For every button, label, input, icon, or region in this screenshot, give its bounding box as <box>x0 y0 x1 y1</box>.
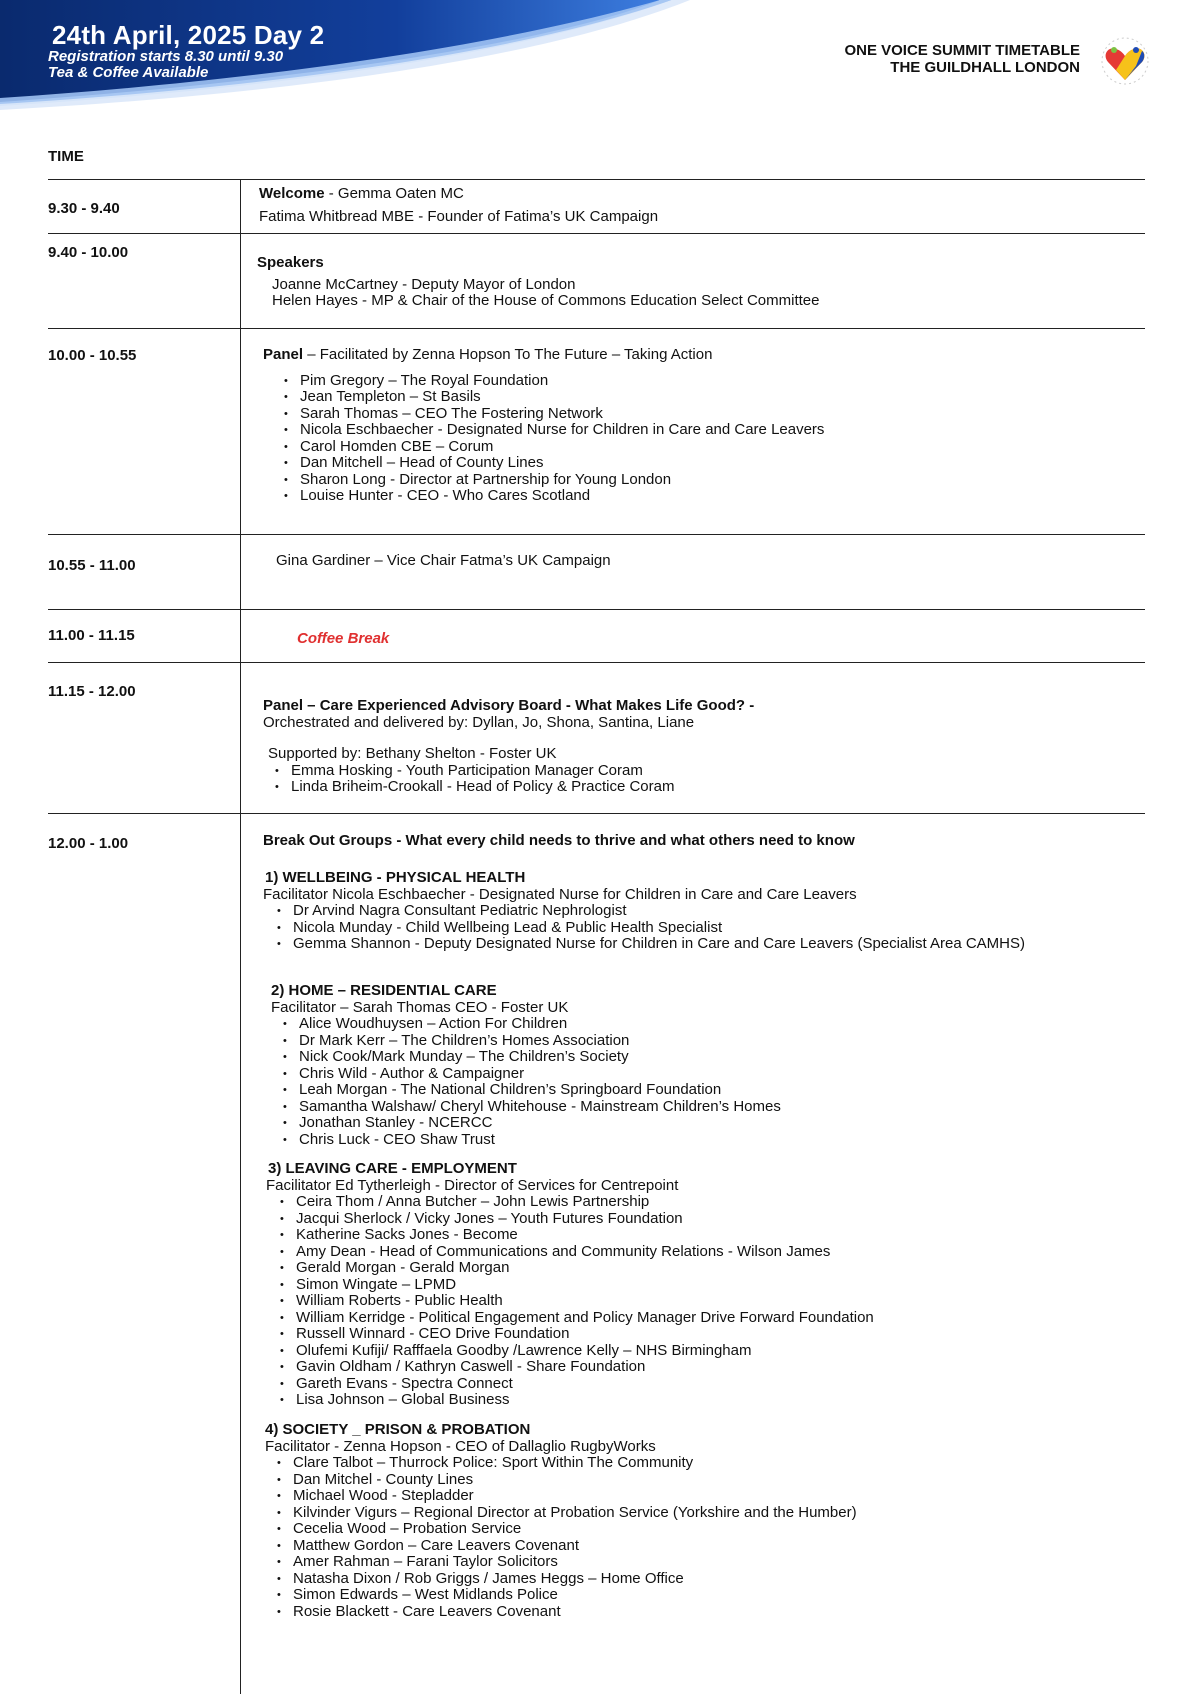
list-item: • Cecelia Wood – Probation Service <box>293 1521 857 1538</box>
list-item: • Ceira Thom / Anna Butcher – John Lewis Partnership <box>296 1194 874 1211</box>
session-time: 9.40 - 10.00 <box>48 244 129 261</box>
session-title-rest: - Gemma Oaten MC <box>324 185 464 202</box>
breakout-group-wellbeing <box>265 870 1025 953</box>
list-item: • Jonathan Stanley - NCERCC <box>299 1115 781 1132</box>
session-title: Panel <box>263 346 304 363</box>
time-column-heading: TIME <box>48 148 84 165</box>
list-item: • Nicola Munday - Child Wellbeing Lead & Public Health Specialist <box>293 920 1025 937</box>
list-item: • Jacqui Sherlock / Vicky Jones – Youth Futures Foundation <box>296 1211 874 1228</box>
session-line: Fatima Whitbread MBE - Founder of Fatima’s UK Campaign <box>259 207 659 225</box>
list-item: • Chris Wild - Author & Campaigner <box>299 1066 781 1083</box>
summit-title: ONE VOICE SUMMIT TIMETABLE <box>844 42 1080 59</box>
list-item: • Simon Wingate – LPMD <box>296 1277 874 1294</box>
list-item: • Linda Briheim-Crookall - Head of Policy & Practice Coram <box>291 779 754 796</box>
session-time: 10.00 - 10.55 <box>48 347 137 364</box>
list-item: • Russell Winnard - CEO Drive Foundation <box>296 1326 874 1343</box>
session-title: Welcome <box>259 185 325 202</box>
group-heading: 1) WELLBEING - PHYSICAL HEALTH <box>265 869 526 886</box>
list-item: • Amer Rahman – Farani Taylor Solicitors <box>293 1554 857 1571</box>
group-heading: 2) HOME – RESIDENTIAL CARE <box>271 982 497 999</box>
session-time: 12.00 - 1.00 <box>48 835 129 852</box>
row-divider <box>48 813 1145 814</box>
session-time: 11.15 - 12.00 <box>48 683 136 700</box>
breakout-group-leaving-care <box>268 1161 874 1409</box>
session-welcome <box>259 186 658 225</box>
tea-note: Tea & Coffee Available <box>48 64 209 81</box>
list-item: • Jean Templeton – St Basils <box>300 389 824 406</box>
list-item: • Sarah Thomas – CEO The Fostering Network <box>300 406 824 423</box>
session-time: 11.00 - 11.15 <box>48 627 135 644</box>
row-divider <box>48 179 1145 180</box>
event-date-title: 24th April, 2025 Day 2 <box>52 20 325 50</box>
list-item: • Dr Arvind Nagra Consultant Pediatric Nephrologist <box>293 903 1025 920</box>
list-item: • Clare Talbot – Thurrock Police: Sport Within The Community <box>293 1455 857 1472</box>
list-item: • Natasha Dixon / Rob Griggs / James Heggs – Home Office <box>293 1571 857 1588</box>
session-line: Orchestrated and delivered by: Dyllan, Jo, Shona, Santina, Liane <box>263 713 695 731</box>
list-item: • Carol Homden CBE – Corum <box>300 439 824 456</box>
group-heading: 4) SOCIETY _ PRISON & PROBATION <box>265 1421 531 1438</box>
session-title: Speakers <box>257 254 324 271</box>
session-time: 9.30 - 9.40 <box>48 200 120 217</box>
session-speakers <box>257 255 819 310</box>
row-divider <box>48 662 1145 663</box>
list-item: • Dan Mitchel - County Lines <box>293 1472 857 1489</box>
list-item: • Matthew Gordon – Care Leavers Covenant <box>293 1538 857 1555</box>
list-item: • Olufemi Kufiji/ Rafffaela Goodby /Lawrence Kelly – NHS Birmingham <box>296 1343 874 1360</box>
group-list <box>293 903 1025 953</box>
list-item: • William Kerridge - Political Engagement and Policy Manager Drive Forward Foundation <box>296 1310 874 1327</box>
group-list <box>293 1455 857 1620</box>
list-item: • Amy Dean - Head of Communications and Community Relations - Wilson James <box>296 1244 874 1261</box>
list-item: • Chris Luck - CEO Shaw Trust <box>299 1132 781 1149</box>
row-divider <box>48 609 1145 610</box>
supported-by: Supported by: Bethany Shelton - Foster UK <box>268 745 557 762</box>
summit-heading <box>844 42 1080 76</box>
speaker-item: Helen Hayes - MP & Chair of the House of Commons Education Select Committee <box>272 292 820 309</box>
panel-list <box>291 763 754 796</box>
list-item: • Pim Gregory – The Royal Foundation <box>300 373 824 390</box>
list-item: • Michael Wood - Stepladder <box>293 1488 857 1505</box>
list-item: • Alice Woudhuysen – Action For Children <box>299 1016 781 1033</box>
list-item: • William Roberts - Public Health <box>296 1293 874 1310</box>
group-list <box>296 1194 874 1409</box>
list-item: • Simon Edwards – West Midlands Police <box>293 1587 857 1604</box>
venue-name: THE GUILDHALL LONDON <box>890 59 1080 76</box>
list-item: • Gavin Oldham / Kathryn Caswell - Share Foundation <box>296 1359 874 1376</box>
session-advisory-board <box>263 698 754 796</box>
list-item: • Leah Morgan - The National Children’s Springboard Foundation <box>299 1082 781 1099</box>
row-divider <box>48 233 1145 234</box>
session-title <box>263 833 855 850</box>
list-item: • Katherine Sacks Jones - Become <box>296 1227 874 1244</box>
session-panel-taking-action <box>263 347 824 505</box>
coffee-break-label: Coffee Break <box>297 630 390 647</box>
breakout-group-home <box>271 983 781 1148</box>
list-item: • Rosie Blackett - Care Leavers Covenant <box>293 1604 857 1621</box>
list-item: • Samantha Walshaw/ Cheryl Whitehouse - Mainstream Children’s Homes <box>299 1099 781 1116</box>
breakout-group-society <box>265 1422 857 1620</box>
list-item: • Louise Hunter - CEO - Who Cares Scotland <box>300 488 824 505</box>
list-item: • Nicola Eschbaecher - Designated Nurse for Children in Care and Care Leavers <box>300 422 824 439</box>
group-list <box>299 1016 781 1148</box>
session-title: Panel – Care Experienced Advisory Board - What Makes Life Good? - <box>263 697 755 714</box>
speakers-list <box>272 277 819 310</box>
list-item: • Dan Mitchell – Head of County Lines <box>300 455 824 472</box>
list-item: • Sharon Long - Director at Partnership for Young London <box>300 472 824 489</box>
row-divider <box>48 328 1145 329</box>
list-item: • Kilvinder Vigurs – Regional Director at Probation Service (Yorkshire and the Humber) <box>293 1505 857 1522</box>
column-divider <box>240 179 241 1694</box>
session-line: Gina Gardiner – Vice Chair Fatma’s UK Campaign <box>276 552 611 569</box>
group-facilitator: Facilitator – Sarah Thomas CEO - Foster UK <box>271 998 569 1016</box>
list-item: • Lisa Johnson – Global Business <box>296 1392 874 1409</box>
speaker-item: Joanne McCartney - Deputy Mayor of London <box>272 275 576 293</box>
session-time: 10.55 - 11.00 <box>48 557 136 574</box>
group-heading: 3) LEAVING CARE - EMPLOYMENT <box>268 1160 517 1177</box>
session-title-rest: – Facilitated by Zenna Hopson To The Future – Taking Action <box>303 346 713 363</box>
group-facilitator: Facilitator Ed Tytherleigh - Director of Services for Centrepoint <box>266 1176 679 1194</box>
list-item: • Emma Hosking - Youth Participation Manager Coram <box>291 763 754 780</box>
registration-note: Registration starts 8.30 until 9.30 <box>48 48 284 65</box>
list-item: • Gareth Evans - Spectra Connect <box>296 1376 874 1393</box>
panel-list <box>300 373 824 505</box>
list-item: • Gemma Shannon - Deputy Designated Nurse for Children in Care and Care Leavers (Specialist Area CAMHS) <box>293 936 1025 953</box>
group-facilitator: Facilitator - Zenna Hopson - CEO of Dallaglio RugbyWorks <box>265 1437 656 1455</box>
list-item: • Gerald Morgan - Gerald Morgan <box>296 1260 874 1277</box>
breakout-title: Break Out Groups - What every child needs to thrive and what others need to know <box>263 832 855 849</box>
list-item: • Nick Cook/Mark Munday – The Children’s Society <box>299 1049 781 1066</box>
list-item: • Dr Mark Kerr – The Children’s Homes Association <box>299 1033 781 1050</box>
heart-hands-logo-icon <box>1096 36 1154 86</box>
row-divider <box>48 534 1145 535</box>
group-facilitator: Facilitator Nicola Eschbaecher - Designated Nurse for Children in Care and Care Leavers <box>263 885 857 903</box>
